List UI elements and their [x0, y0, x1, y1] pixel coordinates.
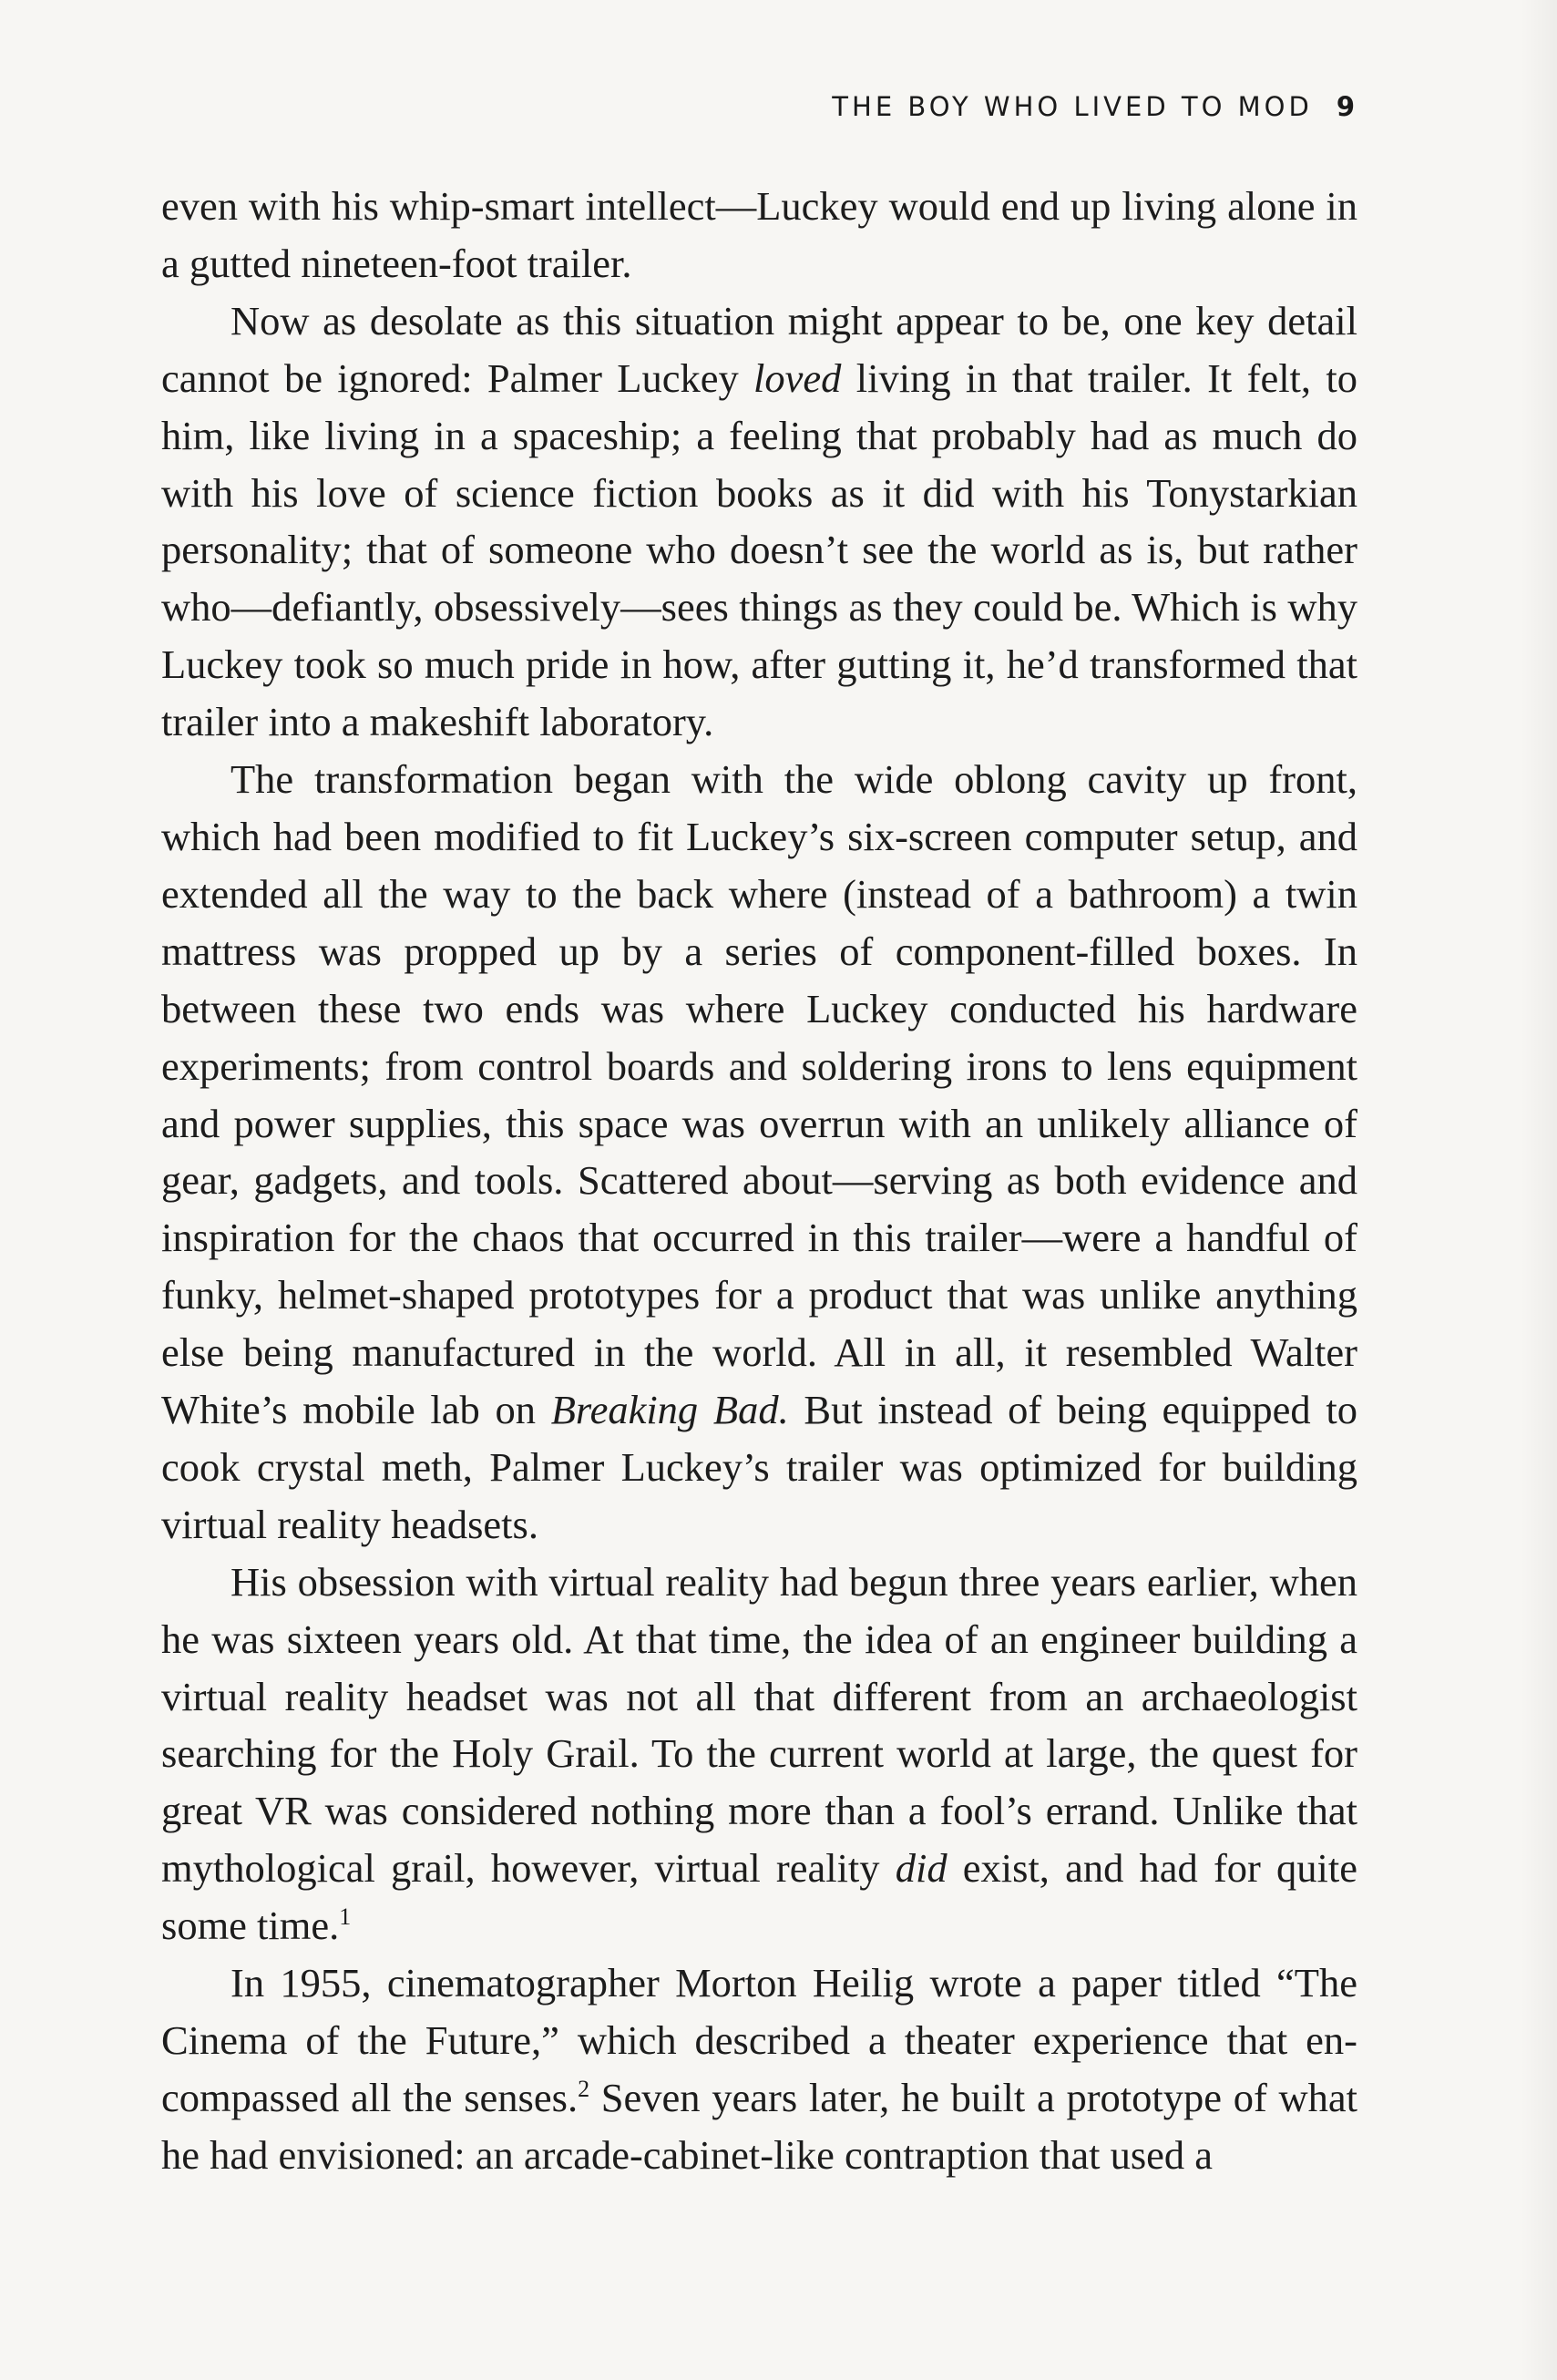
paragraph-5-text-b: Seven years later, he built a prototype of what he had envisioned: an arcade-cabinet-like contraption that used a: [161, 2074, 1357, 2178]
paragraph-5: [161, 1954, 1357, 2184]
paragraph-4-text-a: His obsession with virtual reality had begun three years earlier, when he was sixteen years old. At that time, the idea of an engineer building a virtual reality headset was not all that different from an archaeologist searching for the Holy Grail. To the current world at large, the quest for great VR was considered nothing more than a fool’s errand. Unlike that mythological grail, however, virtual reality: [161, 1558, 1357, 1892]
paragraph-2-text-b: living in that trailer. It felt, to him, like living in a spaceship; a feeling that probably had as much do with his love of science fiction books as it did with his Tonystarkian personality; that of someone who doesn’t see the world as is, but rather who—defiantly, obsessively—sees things as they could be. Which is why Luckey took so much pride in how, after gutting it, he’d transformed that trailer into a makeshift laboratory.: [161, 354, 1357, 745]
paragraph-1-text: even with his whip-smart intellect—Luckey would end up living alone in a gutted nineteen-foot trailer.: [161, 183, 1357, 286]
paragraph-2: [161, 292, 1357, 751]
paragraph-4: [161, 1554, 1357, 1954]
running-head: [832, 91, 1355, 122]
page-number: 9: [1336, 91, 1355, 122]
paragraph-3-text-b: But instead of being equipped to cook crystal meth, Palmer Luckey’s trailer was optimized for building virtual reality headsets.: [161, 1387, 1357, 1547]
paragraph-2-text-a: Now as desolate as this situation might appear to be, one key detail cannot be ignored: Palmer Luckey: [161, 297, 1357, 401]
paragraph-3-italic: Breaking Bad.: [550, 1387, 789, 1433]
paragraph-4-italic: did: [895, 1845, 948, 1892]
paragraph-2-italic: loved: [753, 354, 842, 401]
page-edge-shadow: [1521, 0, 1557, 2380]
paragraph-4-text-b: exist, and had for quite some time.: [161, 1845, 1357, 1949]
paragraph-5-text-a: In 1955, cinematographer Morton Heilig wrote a paper titled “The Cinema of the Future,” which described a theater experience that encompassed all the senses.: [161, 1960, 1357, 2120]
footnote-marker-2[interactable]: 2: [578, 2076, 590, 2103]
running-title: THE BOY WHO LIVED TO MOD: [832, 91, 1313, 122]
paragraph-3: [161, 751, 1357, 1554]
paragraph-1: [161, 178, 1357, 292]
body-text: [161, 178, 1357, 2184]
footnote-marker-1[interactable]: 1: [339, 1903, 352, 1931]
paragraph-3-text-a: The transformation began with the wide oblong cavity up front, which had been modified to fit Luckey’s six-screen computer setup, and extended all the way to the back where (instead of a bathroom) a twin mattress was propped up by a series of component-filled boxes. In between these two ends was where Luckey conducted his hardware experiments; from control boards and soldering irons to lens equipment and power supplies, this space was overrun with an unlikely alliance of gear, gadgets, and tools. Scattered about—serving as both evidence and inspiration for the chaos that occurred in this trailer—were a handful of funky, helmet-shaped prototypes for a product that was unlike anything else being manufactured in the world. All in all, it resembled Walter White’s mobile lab on: [161, 756, 1357, 1433]
